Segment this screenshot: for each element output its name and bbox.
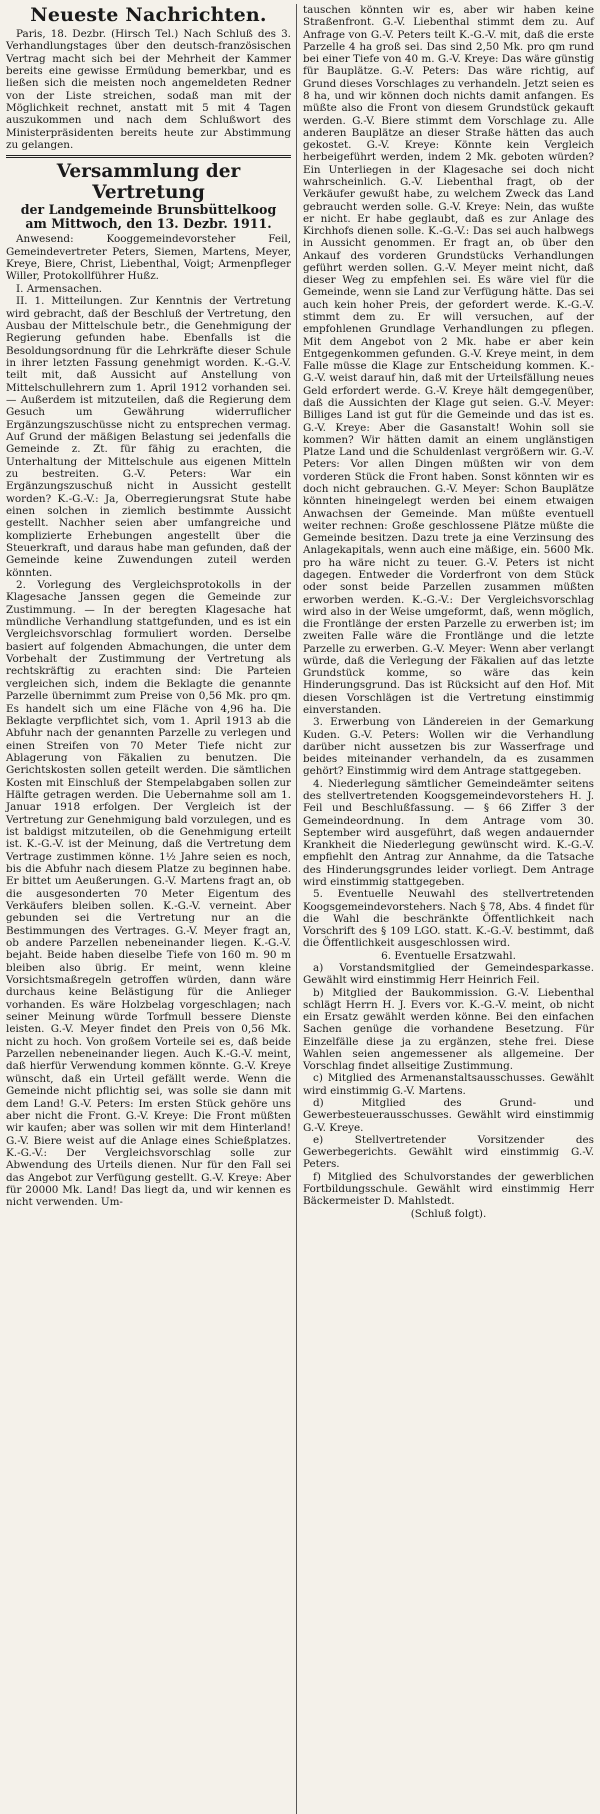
item-6-heading: 6. Eventuelle Ersatzwahl. <box>381 949 516 962</box>
headline: Neueste Nachrichten. <box>30 4 267 26</box>
item-6e-paragraph: e) Stellvertretender Vorsitzender des Gewerbegerichts. Gewählt wird einstimmig G.-V. Peters. <box>303 1133 594 1171</box>
item-6a-paragraph: a) Vorstandsmitglied der Gemeindesparkasse. Gewählt wird einstimmig Herr Heinrich Feil. <box>303 961 594 987</box>
news-paragraph: Paris, 18. Dezbr. (Hirsch Tel.) Nach Schluß des 3. Verhandlungstages über den deutsch-französischen Vertrag macht sich bei der Mehrheit der Kammer bereits eine gewisse Ermüdung bemerkbar, und es ließen sich die meisten noch angemeldeten Redner von der Liste streichen, sodaß man mit der Möglichkeit rechnet, anstatt mit 5 mit 4 Tagen auszukommen und nach dem Schlußwort des Ministerpräsidenten bereits heute zur Abstimmung zu gelangen. <box>6 28 291 152</box>
item-6d-paragraph: d) Mitglied des Grund- und Gewerbesteuerausschusses. Gewählt wird einstimmig G.-V. Kreye. <box>303 1097 594 1134</box>
attendees-paragraph: Anwesend: Kooggemeindevorsteher Feil, Gemeindevertreter Peters, Siemen, Martens, Meyer, Kreye, Biere, Christ, Liebenthal, Voigt; Armenpfleger Willer, Protokollführer Hußz. <box>6 233 291 283</box>
item-2-paragraph: 2. Vorlegung des Vergleichsprotokolls in der Klagesache Janssen gegen die Gemeinde zur Zustimmung. — In der beregten Klagesache hat mündliche Verhandlung stattgefunden, und es ist ein Vergleichsvorschlag formuliert worden. Derselbe basiert auf folgenden Abmachungen, die unter dem Vorbehalt der Zustimmung der Vertretung als rechtskräftig zu erachten sind: Die Parteien vergleichen sich, indem die Beklagte die genannte Parzelle übernimmt zum Preise von 0,56 Mk. pro qm. Es handelt sich um eine Fläche von 4,96 ha. Die Beklagte verpflichtet sich, vom 1. April 1913 ab die Abfuhr nach der genannten Parzelle zu verlegen und einen Streifen von 70 Meter Tiefe nicht zur Ablagerung von Fäkalien zu benutzen. Die Gerichtskosten sollen geteilt werden. Die sämtlichen Kosten mit Einschluß der Stempelabgaben sollen zur Hälfte getragen werden. Die Uebernahme soll am 1. Januar 1918 erfolgen. Der Vergleich ist der Vertretung zur Genehmigung bald vorzulegen, und es ist baldigst mitzuteilen, ob die Genehmigung erteilt ist. K.-G.-V. ist der Meinung, daß die Vertretung dem Vertrage zustimmen könne. 1½ Jahre seien es noch, bis die Abfuhr nach diesem Platze zu beginnen habe. Er bittet um Aeußerungen. G.-V. Martens fragt an, ob die ausgesonderten 70 Meter Eigentum des Verkäufers bleiben sollen. K.-G.-V. verneint. Aber gebunden sei die Vertretung nur an die Bestimmungen des Vertrages. G.-V. Meyer fragt an, ob andere Parzellen nebeneinander liegen. K.-G.-V. bejaht. Beide haben dieselbe Tiefe von 160 m. 90 m bleiben also übrig. Er meint, wenn kleine Vorsichtsmaßregeln getroffen würden, dann wäre durchaus keine Belästigung für die Anlieger vorhanden. Es wäre Holzbelag vorgeschlagen; nach seiner Meinung würde Torfmull bessere Dienste leisten. G.-V. Meyer findet den Preis von 0,56 Mk. nicht zu hoch. Von großem Vorteile sei es, daß beide Parzellen nebeneinander liegen. Auch K.-G.-V. meint, daß hierfür Verwendung kommen könnte. G.-V. Kreye wünscht, daß ein Urteil gefällt werde. Wenn die Gemeinde nicht pflichtig sei, was solle sie dann mit dem Land! G.-V. Peters: Im ersten Stück gehöre uns aber nicht die Front. G.-V. Kreye: Die Front müßten wir kaufen; aber was sollen wir mit dem Hinterland! G.-V. Biere weist auf die Anlage eines Schießplatzes. K.-G.-V.: Der Vergleichsvorschlag solle zur Abwendung des Urteils dienen. Nur für den Fall sei das Angebot zur Verfügung gestellt. G.-V. Kreye: Aber für 20000 Mk. Land! Das liegt da, und wir kennen es nicht verwenden. Um- <box>6 579 291 1209</box>
item-6b-paragraph: b) Mitglied der Baukommission. G.-V. Liebenthal schlägt Herrn H. J. Evers vor. K.-G.-V. meint, ob nicht ein Ersatz gewählt werden könne. Bei den einfachen Sachen genüge die vorhandene Besetzung. Für Einzelfälle diese ja zu ergänzen, stehe frei. Diese Wahlen seien angemessener als allgemeine. Der Vorschlag findet allseitige Zustimmung. <box>303 986 594 1073</box>
left-column <box>6 4 297 1814</box>
assembly-subtitle: der Landgemeinde Brunsbüttelkoog <box>20 202 277 218</box>
section-divider <box>6 155 291 158</box>
item-3-paragraph: 3. Erwerbung von Ländereien in der Gemarkung Kuden. G.-V. Peters: Wollen wir die Verhandlung darüber nicht aussetzen bis zur Wasserfrage und beides miteinander verhandeln, da es zusammen gehört? Einstimmig wird dem Antrage stattgegeben. <box>303 716 594 778</box>
item-2-continued-paragraph: tauschen könnten wir es, aber wir haben keine Straßenfront. G.-V. Liebenthal stimmt dem zu. Auf Anfrage von G.-V. Peters teilt K.-G.-V. mit, daß die erste Parzelle 4 ha groß sei. Das sind 2,50 Mk. pro qm rund bei einer Tiefe von 40 m. G.-V. Kreye: Das wäre günstig für Bauplätze. G.-V. Peters: Das wäre richtig, auf Grund dieses Vorschlages zu verhandeln. Jetzt seien es 8 ha, und wir können doch nichts damit anfangen. Es müßte also die Front von diesem Grundstück gekauft werden. G.-V. Biere stimmt dem Vorschlage zu. Alle anderen Bauplätze an dieser Straße hätten das auch gekostet. G.-V. Kreye: Könnte kein Vergleich herbeigeführt werden, indem 2 Mk. geboten würden? Ein Unterliegen in der Klagesache sei doch nicht wahrscheinlich. G.-V. Liebenthal fragt, ob der Verkäufer gewußt habe, zu welchem Zweck das Land gebraucht werden solle. G.-V. Kreye: Nein, das wußte er nicht. Er habe geglaubt, daß es zur Anlage des Kirchhofs dienen solle. K.-G.-V.: Das sei auch halbwegs in Aussicht genommen. Er fragt an, ob über den Ankauf des vorderen Grundstücks Verhandlungen geführt werden sollen. G.-V. Meyer meint nicht, daß dieser Weg zu empfehlen sei. Es wäre viel für die Gemeinde, wenn sie Land zur Verfügung hätte. Das sei auch kein hoher Preis, der gefordert werde. K.-G.-V. stimmt dem zu. Er will versuchen, auf der empfohlenen Grundlage Verhandlungen zu pflegen. Mit dem Angebot von 2 Mk. habe er aber kein Entgegenkommen gefunden. G.-V. Kreye meint, in dem Falle müsse die Klage zur Entscheidung kommen. K.-G.-V. weist darauf hin, daß mit der Urteilsfällung neues Geld erfordert werde. G.-V. Kreye hält demgegenüber, daß die Aussichten der Klage gut seien. G.-V. Meyer: Billiges Land ist gut für die Gemeinde und das ist es. G.-V. Kreye: Aber die Gasanstalt! Wohin soll sie kommen? Wir hätten damit an einem unglänstigen Platze Land und die Schuldenlast vergrößern wir. G.-V. Peters: Vor allen Dingen müßten wir von dem vorderen Stück die Front haben. Sonst könnten wir es doch nicht gebrauchen. G.-V. Meyer: Schon Bauplätze könnten hineingelegt werden bei einem etwaigen Anwachsen der Gemeinde. Man müßte eventuell weiter rechnen: Große geschlossene Plätze müßte die Gemeinde besitzen. Dazu trete ja eine Verzinsung des Anlagekapitals, wenn auch eine mäßige, ein. 5600 Mk. pro ha wäre nicht zu teuer. G.-V. Peters ist nicht dagegen. Entweder die Vorderfront von dem Stück oder sonst beide Parzellen zusammen müßten erworben werden. K.-G.-V.: Der Vergleichsvorschlag wird also in der Weise umgeformt, daß, wenn möglich, die Frontlänge der ersten Parzelle zu erwerben ist; im zweiten Falle wäre die Frontlänge und die letzte Parzelle zu erwerben. G.-V. Meyer: Wenn aber verlangt würde, daß die Verlegung der Fäkalien auf das letzte Grundstück komme, so wäre das kein Hinderungsgrund. Das ist Rücksicht auf den Hof. Mit diesen Vorschlägen ist die Vertretung einstimmig einverstanden. <box>303 4 594 717</box>
item-6f-paragraph: f) Mitglied des Schulvorstandes der gewerblichen Fortbildungsschule. Gewählt wird einstimmig Herr Bäckermeister D. Mahlstedt. <box>303 1170 594 1208</box>
assembly-date: am Mittwoch, den 13. Dezbr. 1911. <box>25 216 272 232</box>
assembly-title: Versammlung der Vertretung <box>56 161 241 204</box>
item-5-paragraph: 5. Eventuelle Neuwahl des stellvertretenden Koogsgemeindevorstehers. Nach § 78, Abs. 4 findet für die Wahl die beschränkte Öffentlichkeit nach Vorschrift des § 109 LGO. statt. K.-G.-V. bestimmt, daß die Öffentlichkeit ausgeschlossen wird. <box>303 888 594 950</box>
right-column <box>303 4 594 1814</box>
item-6c-paragraph: c) Mitglied des Armenanstaltsausschusses. Gewählt wird einstimmig G.-V. Martens. <box>303 1072 594 1097</box>
item-1-paragraph: II. 1. Mitteilungen. Zur Kenntnis der Vertretung wird gebracht, daß der Beschluß der Vertretung, den Ausbau der Mittelschule betr., die Genehmigung der Regierung gefunden habe. Ebenfalls ist die Besoldungsordnung für die Lehrkräfte dieser Schule in ihrer letzten Fassung genehmigt worden. K.-G.-V. teilt mit, daß Aussicht auf Anstellung von Mittelschullehrern zum 1. April 1912 vorhanden sei. — Außerdem ist mitzuteilen, daß die Regierung dem Gesuch um Gewährung widerruflicher Ergänzungszuschüsse nicht zu entsprechen vermag. Auf Grund der mäßigen Belastung sei jedenfalls die Gemeinde z. Zt. für fähig zu erachten, die Unterhaltung der Mittelschule aus eigenen Mitteln zu bestreiten. G.-V. Peters: War ein Ergänzungszuschuß nicht in Aussicht gestellt worden? K.-G.-V.: Ja, Oberregierungsrat Stute habe einen solchen in ziemlich bestimmte Aussicht gestellt. Nachher seien aber umfangreiche und komplizierte Erhebungen angestellt über die Steuerkraft, und daraus habe man gefunden, daß der Gemeinde keine Zuwendungen zuteil werden könnten. <box>6 295 291 579</box>
section-heading: I. Armensachen. <box>16 282 103 295</box>
item-4-paragraph: 4. Niederlegung sämtlicher Gemeindeämter seitens des stellvertretenden Koogsgemeindevorstehers H. J. Feil und Beschlußfassung. — § 66 Ziffer 3 der Gemeindeordnung. In dem Antrage vom 30. September wird ausgeführt, daß wegen andauernder Krankheit die Niederlegung gewünscht wird. K.-G.-V. empfiehlt den Antrag zur Annahme, da die Tatsache des Hinderungsgrundes leider vorliegt. Dem Antrage wird einstimmig stattgegeben. <box>303 777 594 888</box>
closing-note: (Schluß folgt). <box>410 1207 487 1220</box>
